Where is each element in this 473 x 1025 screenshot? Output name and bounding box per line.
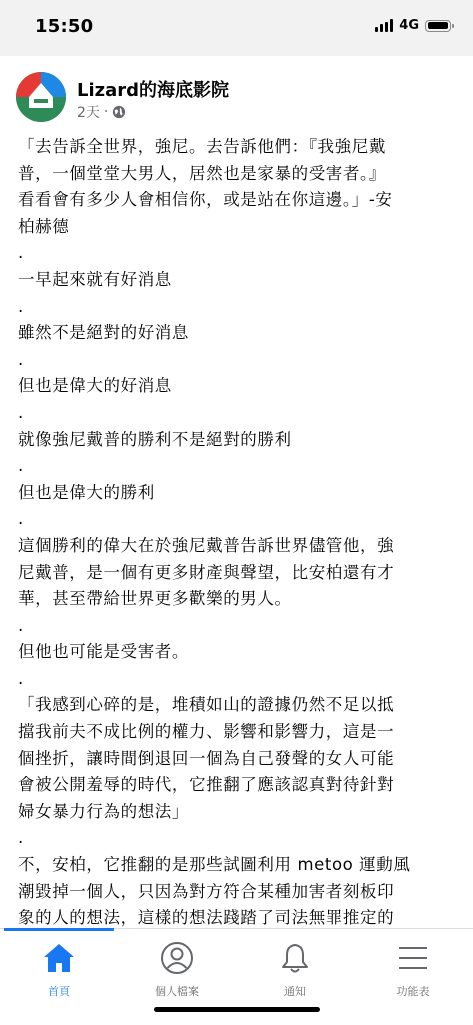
separator-dot: . (18, 668, 24, 688)
separator-dot: . (18, 615, 24, 635)
tab-notifications-label: 通知 (284, 985, 306, 998)
tab-menu[interactable] (354, 929, 472, 999)
status-indicators (375, 18, 451, 33)
post-text-line: 婦女暴力行為的想法」 (18, 801, 189, 821)
post-text-line: 「去告訴全世界，強尼。去告訴他們：『我強尼戴 (18, 137, 386, 156)
post-text-line: 看看會有多少人會相信你，或是站在你這邊。」-安 (18, 190, 393, 210)
tab-profile-label: 個人檔案 (155, 985, 199, 998)
post-text-line: 象的人的想法，這樣的想法踐踏了司法無罪推定的 (18, 908, 395, 928)
post-body (18, 134, 458, 958)
tab-home-label: 首頁 (48, 985, 70, 998)
separator-dot: . (18, 456, 24, 476)
tab-home[interactable] (0, 929, 118, 999)
post-text-line: 但也是偉大的好消息 (18, 376, 172, 396)
tab-notifications[interactable] (236, 929, 354, 999)
post-text-line: 不，安柏，它推翻的是那些試圖利用 metoo 運動風 (18, 855, 411, 875)
post-text-line: 柏赫德 (18, 216, 70, 236)
post-text-line: 但他也可能是受害者。 (18, 642, 189, 662)
post-text-line: 一早起來就有好消息 (18, 269, 172, 289)
post-text-line: 個挫折，讓時間倒退回一個為自己發聲的女人可能 (18, 748, 395, 768)
post-text-line: 尼戴普，是一個有更多財產與聲望，比安柏還有才 (18, 562, 395, 582)
post-text-line: 雖然不是絕對的好消息 (18, 323, 189, 343)
separator-dot: . (18, 349, 24, 369)
separator-dot: . (18, 243, 24, 263)
home-indicator (154, 1007, 320, 1012)
post-text-line: 擋我前夫不成比例的權力、影響和影響力，這是一 (18, 722, 395, 742)
home-icon (42, 941, 76, 975)
bell-icon (278, 941, 312, 975)
tab-profile[interactable] (118, 929, 236, 999)
avatar[interactable] (16, 72, 66, 122)
profile-icon (160, 941, 194, 975)
post-meta (77, 102, 126, 122)
tab-menu-label: 功能表 (396, 985, 430, 998)
separator-dot: . (18, 402, 24, 422)
battery-icon (425, 20, 451, 32)
page-logo-icon (16, 72, 66, 122)
status-bar (0, 0, 473, 56)
status-time: 15:50 (35, 16, 94, 37)
post-text-line: 「我感到心碎的是，堆積如山的證據仍然不足以抵 (18, 695, 395, 715)
menu-icon (396, 941, 430, 975)
post-text-line: 但也是偉大的勝利 (18, 482, 155, 502)
page-name[interactable]: Lizard的海底影院 (77, 80, 230, 101)
post-text-line: 會被公開羞辱的時代，它推翻了應該認真對待針對 (18, 775, 395, 795)
separator-dot: . (18, 296, 24, 316)
post-time[interactable]: 2天 (77, 105, 100, 121)
post-text-line: 華，甚至帶給世界更多歡樂的男人。 (18, 589, 292, 609)
meta-separator: · (103, 104, 109, 120)
network-type: 4G (399, 18, 419, 33)
signal-icon (375, 19, 393, 32)
separator-dot: . (18, 509, 24, 529)
post-text-line: 普，一個堂堂大男人，居然也是家暴的受害者。』 (18, 163, 386, 183)
separator-dot: . (18, 828, 24, 848)
post-text-line: 潮毀掉一個人，只因為對方符合某種加害者刻板印 (18, 881, 395, 901)
post-text-line: 這個勝利的偉大在於強尼戴普告訴世界儘管他，強 (18, 535, 395, 555)
post-text-line: 就像強尼戴普的勝利不是絕對的勝利 (18, 429, 292, 449)
globe-icon (112, 105, 126, 119)
post-header (16, 72, 456, 124)
